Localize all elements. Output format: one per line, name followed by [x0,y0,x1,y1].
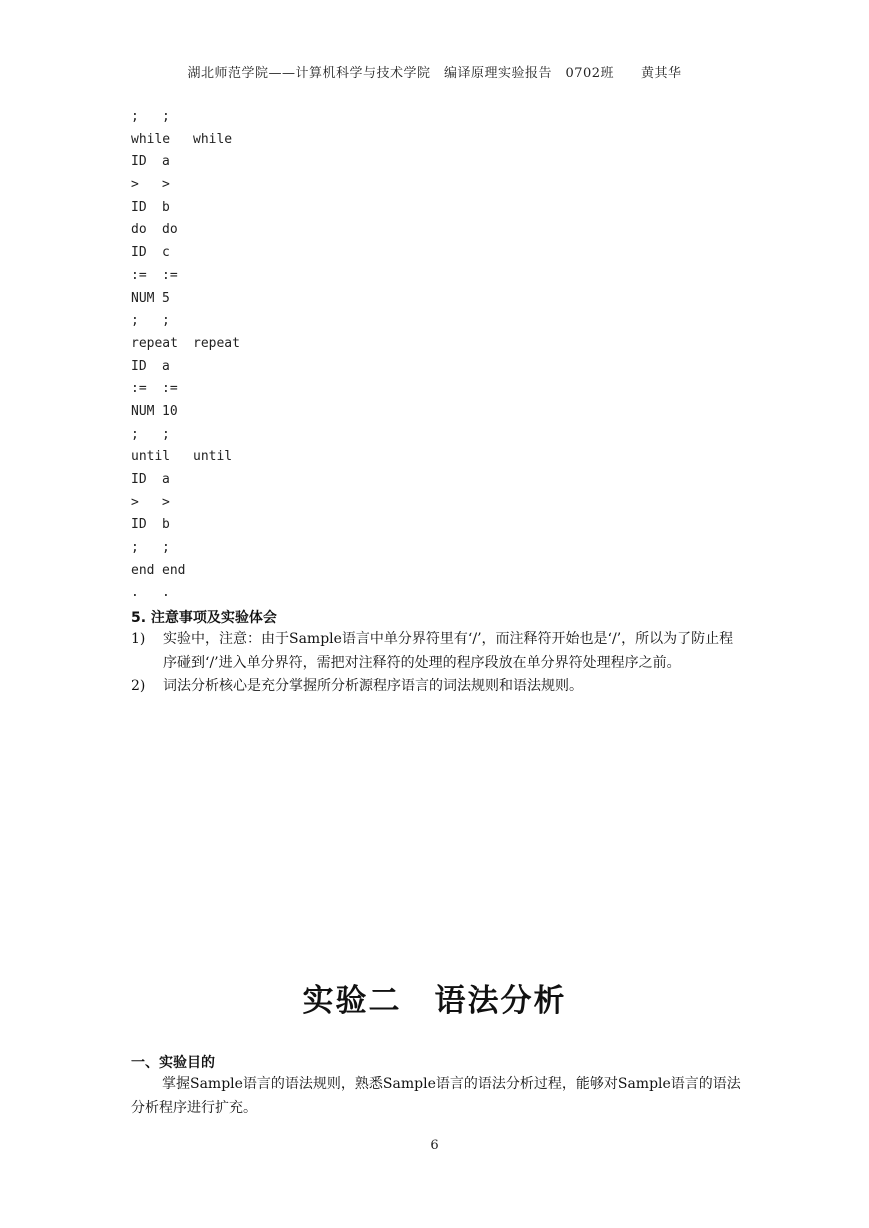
token-type: ID [131,472,147,487]
token-row [131,424,240,447]
note-item [131,628,741,675]
token-type: := [131,267,147,283]
token-value: until [193,449,233,465]
token-row [131,401,240,424]
token-value: 5 [162,290,170,306]
token-value: b [162,199,170,215]
token-row [131,288,240,311]
token-value: > [162,494,170,510]
page-header: 湖北师范学院——计算机科学与技术学院 编译原理实验报告 0702班 黄其华 [187,66,682,81]
section-5-heading: 5. 注意事项及实验体会 [131,610,277,626]
token-row [131,106,240,129]
note-item [131,675,741,699]
token-value: := [162,267,178,283]
token-value: do [162,222,178,238]
token-row [131,265,240,288]
experiment-2-title: 实验二 语法分析 [302,983,567,1019]
token-row [131,219,240,242]
token-row [131,174,240,197]
token-row [131,469,240,492]
token-type: ; [131,426,139,442]
token-value: c [162,245,170,261]
token-row [131,446,240,469]
token-value: while [193,131,233,147]
token-type: repeat [131,335,178,351]
token-row [131,514,240,537]
token-row [131,492,240,515]
note-text: 词法分析核心是充分掌握所分析源程序语言的词法规则和语法规则。 [163,678,583,694]
token-type: ID [131,358,147,374]
token-type: := [131,381,147,397]
page-number: 6 [430,1138,439,1153]
token-type: ID [131,199,147,215]
token-value: repeat [193,335,240,351]
token-value: 10 [162,403,178,419]
token-row [131,582,240,605]
token-type: ID [131,245,147,261]
token-type: ; [131,109,139,124]
token-type: do [131,222,147,238]
token-type: ID [131,517,147,533]
token-value: > [162,177,170,193]
token-type: until [131,449,171,465]
token-row [131,129,240,152]
note-text: 实验中，注意：由于Sample语言中单分界符里有‘/’，而注释符开始也是‘/’，所以为了防止程序碰到‘/’进入单分界符，需把对注释符的处理的程序段放在单分界符处理程序之前。 [163,631,734,671]
token-row [131,242,240,265]
token-row [131,197,240,220]
token-row [131,537,240,560]
token-row [131,356,240,379]
token-value: ; [162,109,170,124]
objective-heading: 一、实验目的 [131,1055,215,1071]
token-value: ; [162,313,170,329]
token-value: := [162,381,178,397]
token-output-list [131,106,240,605]
token-type: . [131,585,139,601]
token-row [131,333,240,356]
token-row [131,151,240,174]
token-value: . [162,585,170,601]
token-value: ; [162,426,170,442]
token-row [131,310,240,333]
note-number: 2) [131,678,146,694]
token-value: a [162,154,170,170]
token-type: ID [131,154,147,170]
token-value: ; [162,540,170,556]
token-type: > [131,494,139,510]
token-row [131,378,240,401]
objective-paragraph: 掌握Sample语言的语法规则，熟悉Sample语言的语法分析过程，能够对Sample语言的语法分析程序进行扩充。 [131,1076,741,1116]
token-type: ; [131,313,139,329]
note-number: 1) [131,631,146,647]
token-type: while [131,131,171,147]
token-type: > [131,177,139,193]
token-type: NUM [131,403,155,419]
token-type: ; [131,540,139,556]
token-value: a [162,472,170,487]
token-type: NUM [131,290,155,306]
token-row [131,560,240,583]
token-value: end [162,562,186,578]
token-value: b [162,517,170,533]
token-value: a [162,358,170,374]
notes-list [131,628,741,699]
token-type: end [131,562,155,578]
